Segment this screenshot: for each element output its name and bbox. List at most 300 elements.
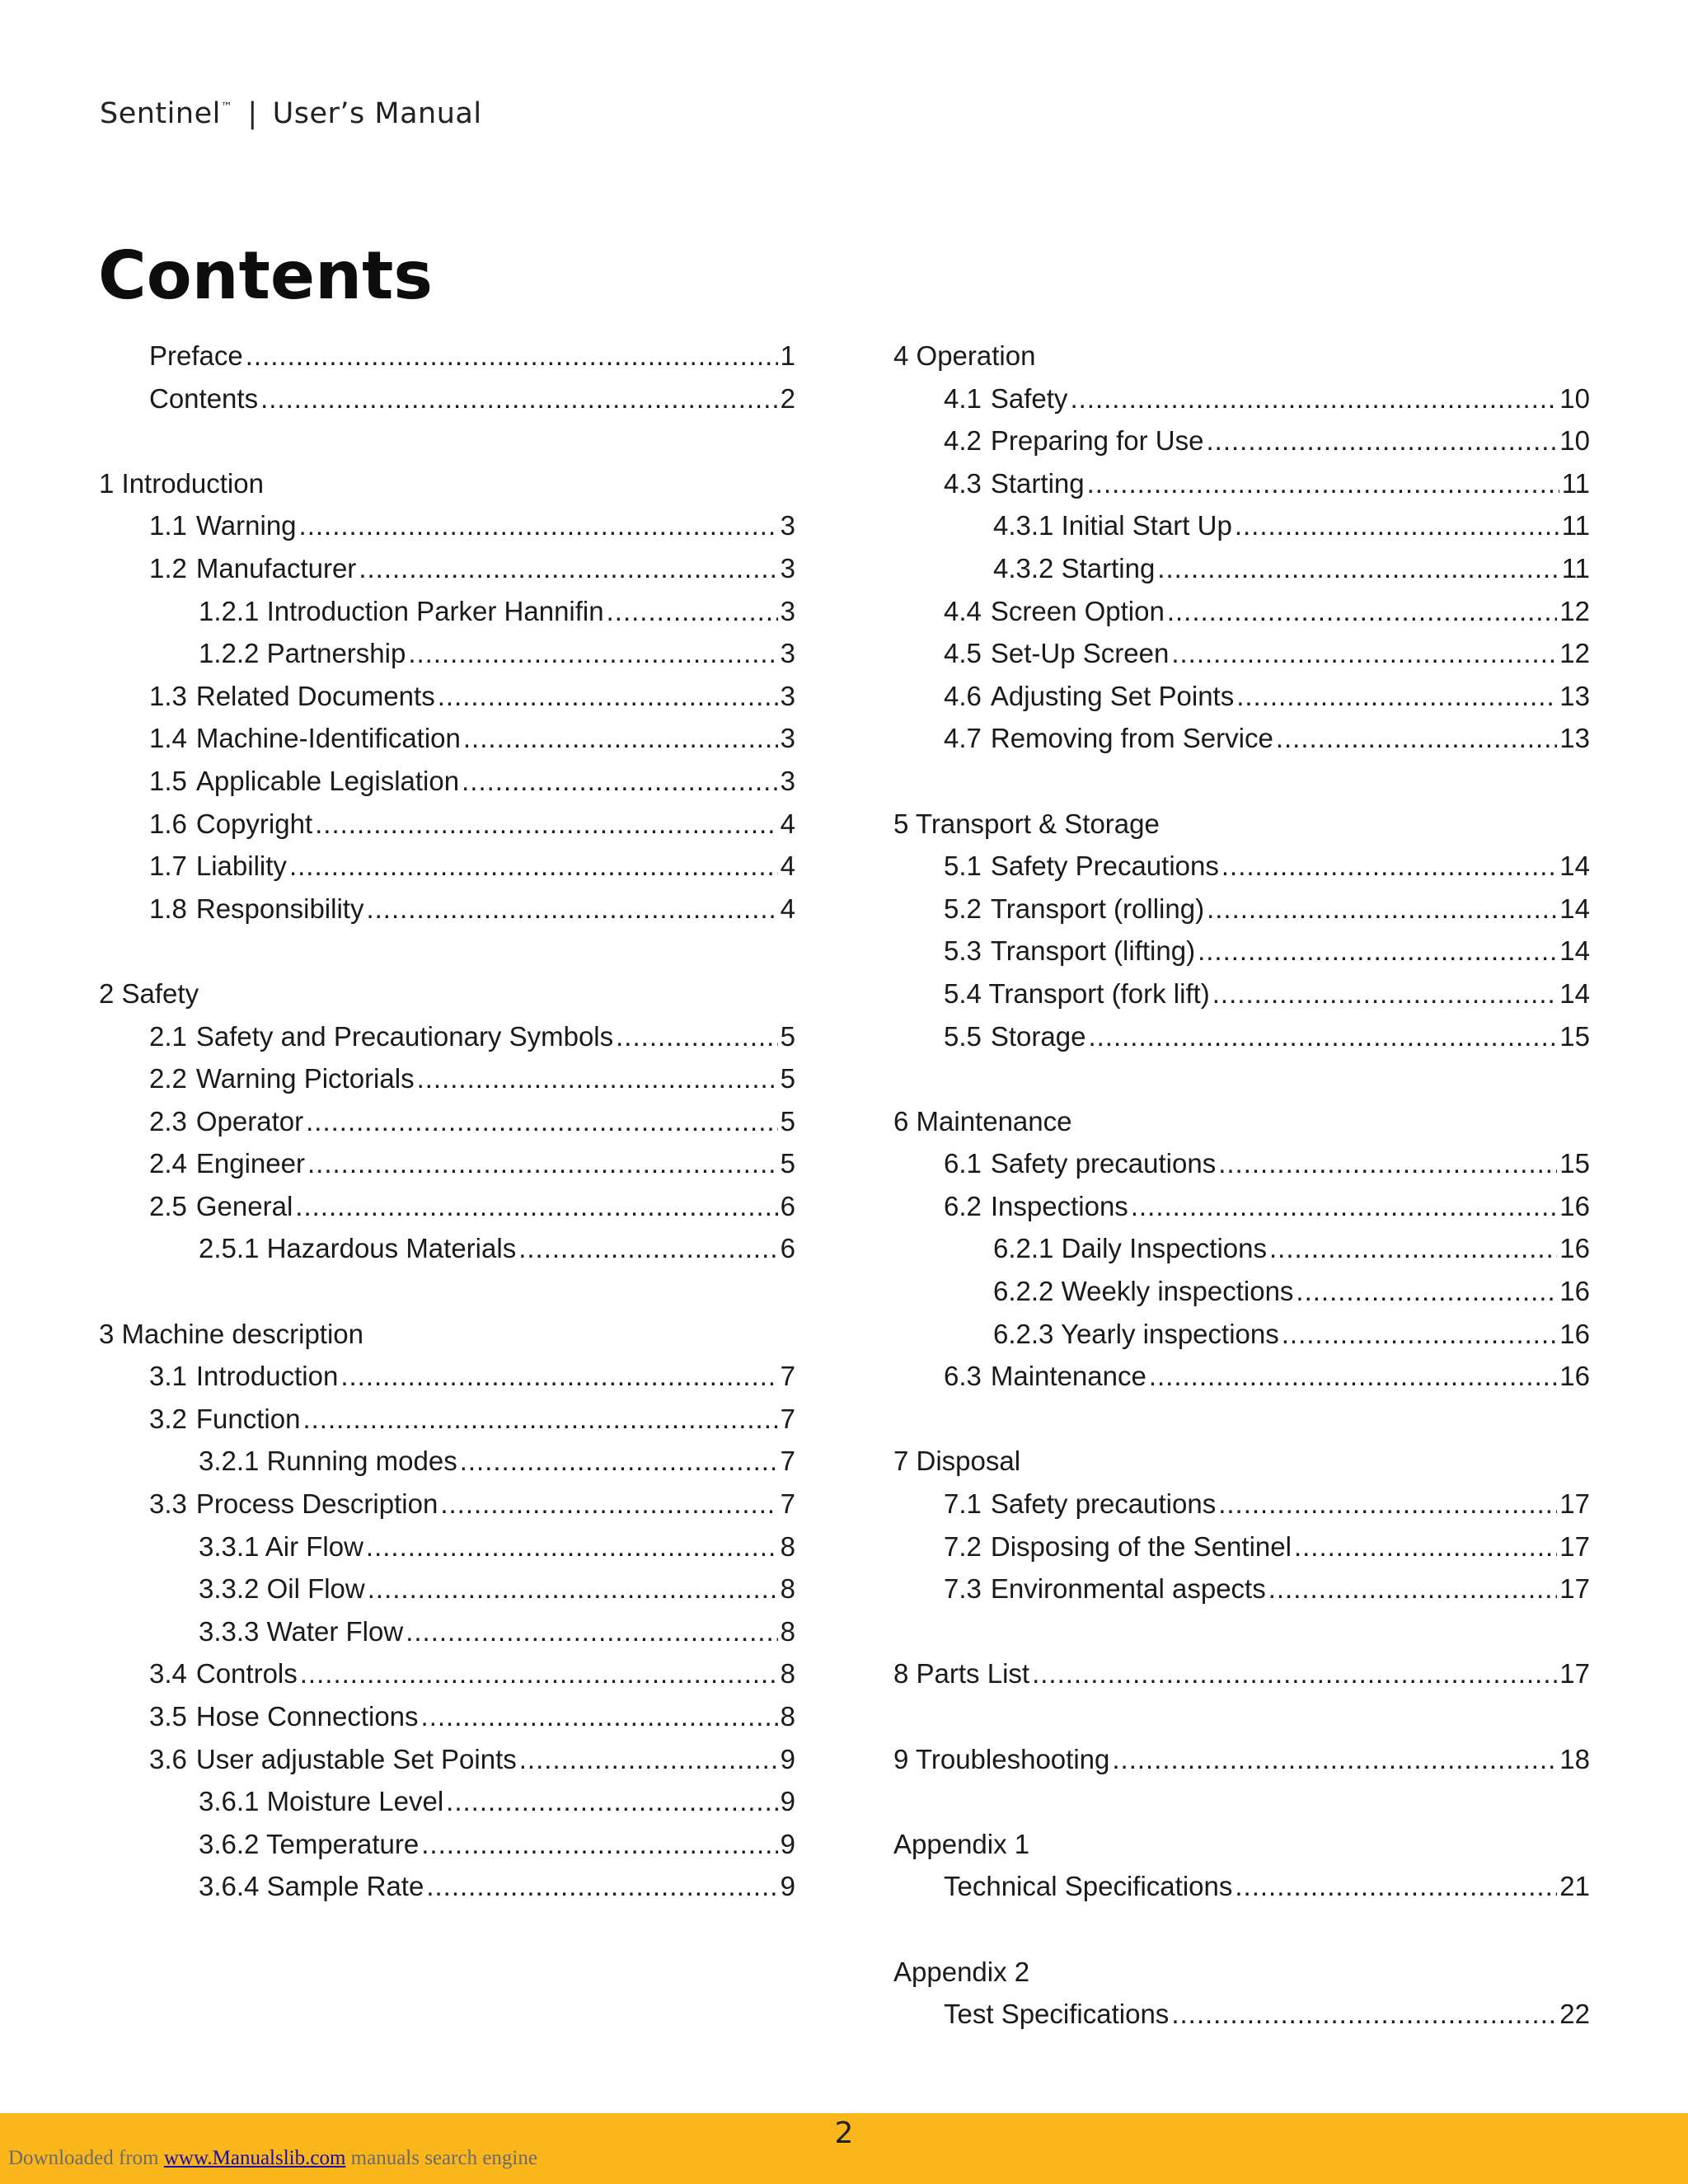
toc-page-number: 2	[780, 382, 795, 414]
toc-dot-leader	[616, 1015, 778, 1058]
toc-page-number: 17	[1559, 1488, 1590, 1520]
toc-entry[interactable]	[893, 1483, 1590, 1526]
toc-entry[interactable]	[893, 1993, 1590, 2036]
toc-entry-number: 6.2	[944, 1190, 982, 1221]
toc-spacer	[893, 760, 1590, 803]
toc-page-number: 8	[780, 1615, 795, 1647]
toc-page-number: 11	[1561, 510, 1590, 541]
toc-entry[interactable]	[893, 1568, 1590, 1610]
toc-page-number: 4	[780, 851, 795, 882]
toc-entry-title: 1 Introduction	[99, 467, 264, 499]
toc-entry-title: 4 Operation	[893, 340, 1036, 371]
toc-entry-title: 5.4 Transport (fork lift)	[944, 977, 1210, 1009]
toc-page-number: 16	[1559, 1276, 1590, 1307]
toc-entry-number: 3.1	[149, 1361, 187, 1392]
toc-entry[interactable]	[99, 717, 795, 760]
toc-entry[interactable]	[893, 972, 1590, 1015]
toc-entry[interactable]	[99, 1227, 795, 1270]
toc-entry-number: 1.7	[149, 851, 187, 882]
toc-entry[interactable]	[99, 1780, 795, 1823]
manualslib-link[interactable]: www.Manualslib.com	[163, 2147, 346, 2169]
toc-entry-title: Transport (lifting)	[990, 935, 1196, 967]
toc-entry[interactable]	[893, 1142, 1590, 1185]
toc-entry-number: 2.1	[149, 1020, 187, 1052]
toc-entry-title: Introduction	[195, 1361, 339, 1392]
toc-entry-number: 1.2	[149, 552, 187, 583]
toc-entry[interactable]	[99, 504, 795, 547]
toc-entry-title: Controls	[195, 1658, 298, 1690]
toc-dot-leader	[289, 845, 778, 888]
toc-entry[interactable]	[99, 675, 795, 718]
toc-page-number: 16	[1559, 1190, 1590, 1221]
toc-entry[interactable]	[893, 1313, 1590, 1356]
toc-entry-title: 4.3.2 Starting	[993, 552, 1156, 583]
toc-entry-title: Liability	[195, 851, 287, 882]
toc-entry-title: 6.2.1 Daily Inspections	[993, 1233, 1268, 1264]
toc-dot-leader	[1296, 1270, 1557, 1313]
toc-entry[interactable]	[893, 717, 1590, 760]
toc-entry-title: Operator	[195, 1105, 304, 1137]
toc-entry-number: 5.5	[944, 1020, 982, 1052]
toc-entry-title: Adjusting Set Points	[990, 680, 1235, 711]
toc-entry[interactable]	[893, 462, 1590, 505]
toc-entry[interactable]	[99, 335, 795, 377]
toc-page-number: 6	[780, 1190, 795, 1221]
toc-page-number: 13	[1559, 723, 1590, 754]
toc-dot-leader	[607, 590, 778, 633]
toc-entry-number: 4.4	[944, 595, 982, 626]
toc-page-number: 9	[780, 1871, 795, 1902]
toc-dot-leader	[460, 1440, 778, 1483]
toc-page-number: 10	[1559, 382, 1590, 414]
toc-entry[interactable]	[99, 1142, 795, 1185]
toc-entry-title: Starting	[990, 467, 1085, 499]
toc-entry[interactable]	[99, 845, 795, 888]
toc-dot-leader	[1149, 1355, 1557, 1398]
toc-entry-title: General	[195, 1190, 293, 1221]
toc-entry-number: 2.4	[149, 1148, 187, 1179]
toc-page-number: 5	[780, 1148, 795, 1179]
toc-entry[interactable]	[99, 590, 795, 633]
toc-dot-leader	[307, 1142, 778, 1185]
toc-entry[interactable]	[99, 632, 795, 675]
toc-entry[interactable]	[99, 1823, 795, 1866]
toc-dot-leader	[1112, 1738, 1557, 1781]
toc-dot-leader	[463, 717, 778, 760]
toc-entry-title: 3.2.1 Running modes	[199, 1446, 457, 1477]
toc-entry[interactable]	[99, 760, 795, 803]
toc-entry-title: 4.3.1 Initial Start Up	[993, 510, 1232, 541]
toc-entry-number: 4.2	[944, 425, 982, 457]
toc-page-number: 17	[1559, 1573, 1590, 1605]
toc-page-number: 8	[780, 1658, 795, 1690]
toc-page-number: 11	[1561, 552, 1590, 583]
toc-dot-leader	[1167, 590, 1557, 633]
toc-page-number: 5	[780, 1063, 795, 1094]
toc-dot-leader	[446, 1780, 777, 1823]
toc-dot-leader	[1207, 888, 1557, 930]
toc-chapter[interactable]	[99, 972, 795, 1015]
toc-dot-leader	[519, 1738, 778, 1781]
toc-page-number: 3	[780, 510, 795, 541]
toc-entry-title: Process Description	[195, 1488, 438, 1520]
toc-entry[interactable]	[99, 1526, 795, 1568]
toc-page-number: 21	[1559, 1871, 1590, 1902]
toc-dot-leader	[1131, 1185, 1557, 1228]
toc-entry[interactable]	[99, 1355, 795, 1398]
toc-page-number: 13	[1559, 680, 1590, 711]
toc-dot-leader	[1032, 1652, 1557, 1695]
toc-page-number: 1	[780, 340, 795, 371]
toc-entry-title: 9 Troubleshooting	[893, 1743, 1110, 1774]
toc-entry[interactable]	[893, 1227, 1590, 1270]
toc-entry[interactable]	[99, 1610, 795, 1653]
toc-dot-leader	[306, 1100, 778, 1143]
toc-page-number: 3	[780, 723, 795, 754]
toc-entry-number: 3.6	[149, 1743, 187, 1774]
toc-entry-number: 4.6	[944, 680, 982, 711]
toc-chapter[interactable]	[893, 803, 1590, 846]
toc-entry-number: 4.3	[944, 467, 982, 499]
toc-entry-title: Environmental aspects	[990, 1573, 1266, 1605]
toc-dot-leader	[1236, 675, 1557, 718]
toc-entry-title: Machine-Identification	[195, 723, 461, 754]
toc-entry-number: 1.8	[149, 893, 187, 924]
toc-dot-leader	[1212, 972, 1558, 1015]
toc-entry[interactable]	[893, 845, 1590, 888]
toc-spacer	[99, 930, 795, 972]
toc-entry-title: Removing from Service	[990, 723, 1273, 754]
toc-page-number: 6	[780, 1233, 795, 1264]
toc-dot-leader	[1269, 1227, 1557, 1270]
toc-entry-number: 1.4	[149, 723, 187, 754]
toc-entry[interactable]	[893, 1185, 1590, 1228]
toc-dot-leader	[315, 803, 778, 846]
toc-entry[interactable]	[893, 1526, 1590, 1568]
toc-spacer	[893, 1057, 1590, 1100]
toc-entry[interactable]	[893, 547, 1590, 590]
toc-entry-number: 4.1	[944, 382, 982, 414]
toc-dot-leader	[366, 888, 777, 930]
toc-entry-number: 6.1	[944, 1148, 982, 1179]
toc-entry-title: Responsibility	[195, 893, 364, 924]
toc-page-number: 16	[1559, 1361, 1590, 1392]
toc-page-number: 15	[1559, 1148, 1590, 1179]
toc-entry-number: 1.3	[149, 680, 187, 711]
toc-entry-number: 3.2	[149, 1403, 187, 1434]
toc-entry-title: Appendix 1	[893, 1828, 1030, 1859]
toc-dot-leader	[1157, 547, 1559, 590]
toc-page-number: 12	[1559, 595, 1590, 626]
toc-entry-title: User adjustable Set Points	[195, 1743, 517, 1774]
toc-entry-title: Warning	[195, 510, 297, 541]
toc-chapter[interactable]	[893, 335, 1590, 377]
toc-dot-leader	[359, 547, 777, 590]
toc-entry-title: 8 Parts List	[893, 1658, 1030, 1690]
toc-entry[interactable]	[893, 377, 1590, 420]
toc-entry-number: 2.2	[149, 1063, 187, 1094]
toc-entry[interactable]	[893, 632, 1590, 675]
toc-entry[interactable]	[99, 1398, 795, 1441]
toc-dot-leader	[421, 1695, 778, 1738]
toc-entry[interactable]	[99, 1865, 795, 1908]
page-number: 2	[834, 2116, 854, 2150]
toc-dot-leader	[1294, 1526, 1557, 1568]
toc-entry[interactable]	[893, 1015, 1590, 1058]
toc-entry[interactable]	[99, 1483, 795, 1526]
toc-dot-leader	[1198, 930, 1557, 972]
toc-entry-title: 3.6.4 Sample Rate	[199, 1871, 424, 1902]
toc-page-number: 8	[780, 1573, 795, 1605]
toc-entry[interactable]	[893, 419, 1590, 462]
toc-entry-number: 4.7	[944, 723, 982, 754]
toc-entry-title: 2 Safety	[99, 977, 199, 1009]
toc-page-number: 9	[780, 1828, 795, 1859]
toc-entry[interactable]	[99, 1057, 795, 1100]
toc-page-number: 5	[780, 1105, 795, 1137]
toc-dot-leader	[417, 1057, 778, 1100]
toc-chapter[interactable]	[893, 1738, 1590, 1781]
toc-entry-number: 4.5	[944, 638, 982, 669]
toc-entry-title: Safety precautions	[990, 1488, 1217, 1520]
header-separator: |	[247, 97, 258, 130]
toc-dot-leader	[518, 1227, 777, 1270]
toc-entry[interactable]	[99, 1100, 795, 1143]
toc-dot-leader	[1088, 1015, 1557, 1058]
toc-entry-title: Contents	[149, 382, 259, 414]
toc-spacer	[893, 1908, 1590, 1951]
toc-entry-number: 6.3	[944, 1361, 982, 1392]
toc-entry-number: 7.3	[944, 1573, 982, 1605]
toc-entry-number: 1.6	[149, 808, 187, 839]
toc-page-number: 16	[1559, 1318, 1590, 1349]
toc-entry-number: 5.1	[944, 851, 982, 882]
toc-entry[interactable]	[99, 377, 795, 420]
toc-dot-leader	[1087, 462, 1559, 505]
toc-dot-leader	[1235, 1865, 1557, 1908]
toc-entry-number: 2.3	[149, 1105, 187, 1137]
toc-dot-leader	[1207, 419, 1558, 462]
toc-entry[interactable]	[893, 675, 1590, 718]
toc-page-number: 14	[1559, 851, 1590, 882]
toc-dot-leader	[302, 1398, 777, 1441]
toc-dot-leader	[1070, 377, 1557, 420]
toc-page-number: 16	[1559, 1233, 1590, 1264]
toc-entry-title: Screen Option	[990, 595, 1165, 626]
toc-chapter[interactable]	[893, 1440, 1590, 1483]
toc-spacer	[893, 1398, 1590, 1441]
toc-entry-title: 7 Disposal	[893, 1446, 1021, 1477]
toc-dot-leader	[1218, 1483, 1557, 1526]
toc-entry-title: 1.2.2 Partnership	[199, 638, 406, 669]
toc-page-number: 8	[780, 1701, 795, 1732]
toc-spacer	[893, 1780, 1590, 1823]
toc-page-number: 15	[1559, 1020, 1590, 1052]
toc-entry-title: Disposing of the Sentinel	[990, 1530, 1292, 1562]
toc-entry-title: Test Specifications	[944, 1999, 1170, 2030]
toc-entry-title: 2.5.1 Hazardous Materials	[199, 1233, 517, 1264]
toc-page-number: 10	[1559, 425, 1590, 457]
toc-entry-number: 5.2	[944, 893, 982, 924]
toc-entry[interactable]	[893, 1355, 1590, 1398]
toc-entry-number: 2.5	[149, 1190, 187, 1221]
toc-entry[interactable]	[893, 930, 1590, 972]
toc-entry-title: Technical Specifications	[944, 1871, 1233, 1902]
toc-dot-leader	[295, 1185, 777, 1228]
toc-chapter[interactable]	[99, 1313, 795, 1356]
toc-entry-title: 6 Maintenance	[893, 1105, 1072, 1137]
toc-entry-title: Storage	[990, 1020, 1086, 1052]
toc-dot-leader	[1221, 845, 1557, 888]
toc-dot-leader	[438, 675, 778, 718]
toc-entry-number: 1.1	[149, 510, 187, 541]
running-header	[100, 97, 482, 130]
toc-dot-leader	[462, 760, 778, 803]
toc-entry[interactable]	[99, 1568, 795, 1610]
toc-spacer	[893, 1610, 1590, 1653]
toc-entry-title: Manufacturer	[195, 552, 357, 583]
toc-page-number: 9	[780, 1786, 795, 1817]
toc-page-number: 17	[1559, 1658, 1590, 1690]
toc-page-number: 22	[1559, 1999, 1590, 2030]
toc-page-number: 3	[780, 765, 795, 796]
toc-page-number: 3	[780, 680, 795, 711]
toc-entry-title: Hose Connections	[195, 1701, 419, 1732]
toc-dot-leader	[1171, 1993, 1557, 2036]
toc-entry-title: 1.2.1 Introduction Parker Hannifin	[199, 595, 604, 626]
toc-entry-title: Copyright	[195, 808, 313, 839]
toc-dot-leader	[1276, 717, 1557, 760]
toc-page-number: 5	[780, 1020, 795, 1052]
toc-entry-title: Function	[195, 1403, 301, 1434]
toc-entry[interactable]	[99, 1440, 795, 1483]
toc-page-number: 18	[1559, 1743, 1590, 1774]
toc-entry-title: Transport (rolling)	[990, 893, 1205, 924]
toc-entry-title: Safety	[990, 382, 1068, 414]
toc-entry-title: Appendix 2	[893, 1956, 1030, 1987]
toc-entry-number: 3.3	[149, 1488, 187, 1520]
toc-entry-title: 5 Transport & Storage	[893, 808, 1160, 839]
toc-right-column	[893, 335, 1590, 2036]
toc-entry-title: Engineer	[195, 1148, 305, 1179]
toc-spacer	[893, 1695, 1590, 1738]
toc-entry-title: Set-Up Screen	[990, 638, 1170, 669]
toc-page-number: 7	[780, 1446, 795, 1477]
toc-page-number: 8	[780, 1530, 795, 1562]
toc-entry-number: 7.2	[944, 1530, 982, 1562]
toc-dot-leader	[406, 1610, 777, 1653]
toc-dot-leader	[1218, 1142, 1557, 1185]
toc-entry[interactable]	[99, 803, 795, 846]
toc-entry-title: Safety and Precautionary Symbols	[195, 1020, 614, 1052]
toc-entry-title: Safety precautions	[990, 1148, 1217, 1179]
toc-page-number: 7	[780, 1361, 795, 1392]
toc-entry-title: Warning Pictorials	[195, 1063, 415, 1094]
toc-page-number: 4	[780, 893, 795, 924]
toc-page-number: 14	[1559, 935, 1590, 967]
toc-dot-leader	[408, 632, 777, 675]
toc-entry[interactable]	[893, 504, 1590, 547]
toc-entry-title: 3.6.2 Temperature	[199, 1828, 420, 1859]
toc-dot-leader	[421, 1823, 777, 1866]
toc-entry[interactable]	[893, 888, 1590, 930]
toc-chapter[interactable]	[99, 462, 795, 505]
toc-dot-leader	[366, 1526, 778, 1568]
toc-entry-title: 6.2.3 Yearly inspections	[993, 1318, 1279, 1349]
toc-entry-title: 3 Machine description	[99, 1318, 364, 1349]
brand-logo: Sentinel™	[100, 97, 233, 130]
toc-page-number: 7	[780, 1403, 795, 1434]
toc-entry-number: 1.5	[149, 765, 187, 796]
toc-dot-leader	[340, 1355, 777, 1398]
toc-entry-number: 3.5	[149, 1701, 187, 1732]
toc-page-number: 3	[780, 552, 795, 583]
toc-left-column	[99, 335, 795, 1908]
toc-dot-leader	[246, 335, 778, 377]
toc-dot-leader	[1282, 1313, 1558, 1356]
toc-page-number: 7	[780, 1488, 795, 1520]
toc-entry[interactable]	[99, 1185, 795, 1228]
toc-spacer	[99, 419, 795, 462]
toc-dot-leader	[440, 1483, 777, 1526]
toc-page-number: 3	[780, 638, 795, 669]
toc-entry-title: Related Documents	[195, 680, 435, 711]
toc-entry-title: 3.6.1 Moisture Level	[199, 1786, 444, 1817]
toc-entry-number: 5.3	[944, 935, 982, 967]
toc-spacer	[99, 1270, 795, 1313]
toc-page-number: 12	[1559, 638, 1590, 669]
toc-entry[interactable]	[99, 1738, 795, 1781]
toc-page-number: 4	[780, 808, 795, 839]
toc-entry-title: 3.3.2 Oil Flow	[199, 1573, 365, 1605]
toc-entry-title: Preface	[149, 340, 243, 371]
toc-page-number: 17	[1559, 1530, 1590, 1562]
toc-entry[interactable]	[99, 1695, 795, 1738]
toc-entry[interactable]	[893, 1865, 1590, 1908]
toc-page-number: 3	[780, 595, 795, 626]
toc-chapter[interactable]	[893, 1652, 1590, 1695]
toc-dot-leader	[299, 504, 778, 547]
toc-page-number: 9	[780, 1743, 795, 1774]
toc-entry[interactable]	[99, 888, 795, 930]
toc-dot-leader	[1268, 1568, 1558, 1610]
toc-entry-title: 6.2.2 Weekly inspections	[993, 1276, 1294, 1307]
toc-entry[interactable]	[99, 1652, 795, 1695]
toc-dot-leader	[426, 1865, 777, 1908]
toc-entry-number: 3.4	[149, 1658, 187, 1690]
toc-entry-title: 3.3.1 Air Flow	[199, 1530, 363, 1562]
toc-page-number: 14	[1559, 893, 1590, 924]
toc-entry-title: Maintenance	[990, 1361, 1146, 1392]
toc-dot-leader	[1171, 632, 1557, 675]
toc-dot-leader	[1235, 504, 1559, 547]
page-title: Contents	[98, 237, 433, 314]
toc-entry[interactable]	[99, 1015, 795, 1058]
toc-chapter[interactable]	[893, 1951, 1590, 1994]
download-notice: Downloaded from www.Manualslib.com manuals search engine	[8, 2147, 537, 2169]
toc-dot-leader	[300, 1652, 778, 1695]
toc-page-number: 14	[1559, 977, 1590, 1009]
toc-entry[interactable]	[893, 590, 1590, 633]
toc-dot-leader	[368, 1568, 778, 1610]
toc-entry[interactable]	[99, 547, 795, 590]
header-subtitle: User’s Manual	[272, 97, 482, 130]
toc-chapter[interactable]	[893, 1823, 1590, 1866]
toc-entry-number: 7.1	[944, 1488, 982, 1520]
toc-entry[interactable]	[893, 1270, 1590, 1313]
toc-chapter[interactable]	[893, 1100, 1590, 1143]
toc-entry-title: Safety Precautions	[990, 851, 1219, 882]
